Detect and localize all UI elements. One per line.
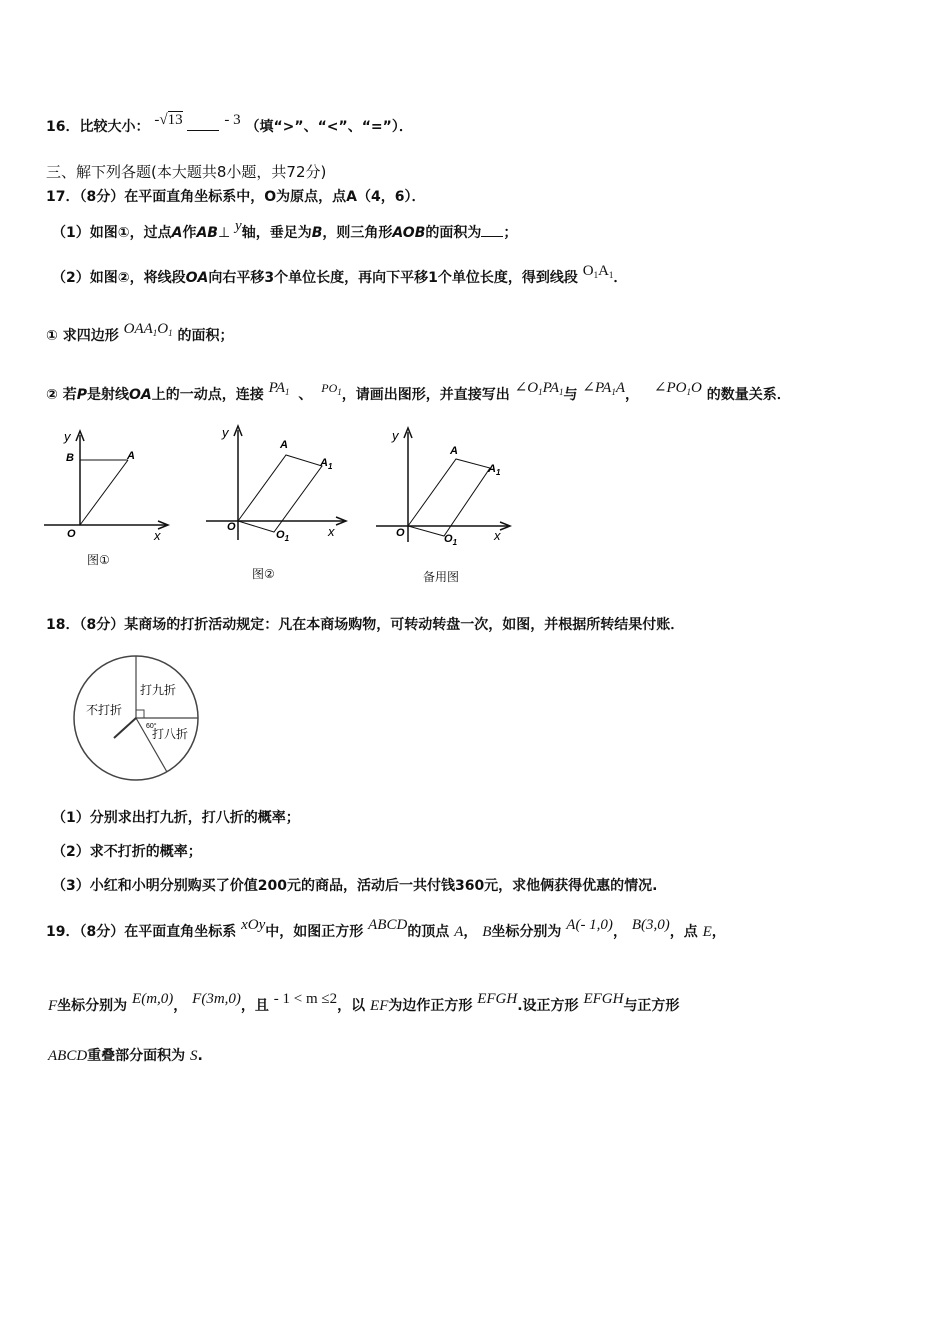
q18-part1: （1）分别求出打九折，打八折的概率； [52, 810, 300, 826]
q17-p1-text: 的面积为 [425, 225, 482, 241]
q17-p2-segment [583, 263, 614, 279]
q17-p2-end: ． [613, 270, 628, 286]
label-y: y [222, 425, 229, 440]
PO: PO [321, 381, 338, 395]
perp-symbol: ⊥ [217, 225, 231, 241]
label-B: B [66, 452, 74, 464]
ang-O: O [527, 380, 539, 396]
sqrt-icon: √ [159, 112, 168, 128]
q18-part3: （3）小红和小明分别购买了价值200元的商品，活动后一共付钱360元，求他俩获得优惠的情况. [52, 878, 658, 894]
figure-2 [202, 420, 352, 550]
q17-part1 [52, 218, 518, 243]
q19-text: 坐标分别为 [57, 998, 128, 1014]
q19-E: E [702, 924, 712, 940]
q17-p1-end: ； [503, 225, 518, 241]
O1-sub: 1 [284, 534, 290, 543]
angle-symbol: ∠ [514, 380, 528, 396]
q17-c2-text: ，请画出图形，并直接写出 [341, 387, 510, 403]
q17-p2-text: （2）如图②，将线段 [52, 270, 186, 286]
q17-part2 [52, 263, 628, 292]
section-title: 三、解下列各题(本大题共8小题，共72分) [46, 163, 327, 181]
figure-1-caption: 图① [87, 553, 110, 567]
sub1: 1 [558, 387, 564, 397]
q19-A: A [454, 924, 464, 940]
label-A: A [280, 439, 288, 451]
q16-hint: （填“>”、“<”、“=”）． [245, 119, 413, 135]
q17-p1-B: B [311, 225, 323, 241]
figure-2-caption: 图② [252, 567, 275, 581]
q17-c2-PO1 [321, 381, 342, 395]
seg-A: A [598, 263, 609, 279]
q19-S: S [190, 1048, 198, 1064]
label-A1 [319, 457, 333, 471]
q17-p1-y: y [235, 218, 242, 234]
ang-A: A [602, 380, 612, 396]
sub1: 1 [538, 387, 543, 397]
q17-sub1 [46, 321, 234, 350]
ang-A: A [549, 380, 559, 396]
q17-c2-yu: 与 [563, 387, 578, 403]
sub1: 1 [611, 387, 616, 397]
q17-p1-answer-blank[interactable] [481, 222, 503, 237]
q17-p1-text: 轴，垂足为 [241, 225, 312, 241]
q19-ABCD: ABCD [368, 917, 408, 933]
A1-sub: 1 [327, 462, 333, 471]
q19-end: . [197, 1048, 203, 1064]
q19-number: 19． [46, 924, 80, 940]
q16-answer-blank[interactable] [187, 116, 219, 131]
ang-P: P [666, 380, 676, 396]
q19-EFGH: EFGH [583, 991, 624, 1007]
q19-text: ，点 [669, 924, 698, 940]
label-x: x [154, 528, 161, 543]
q17-number: 17． [46, 189, 80, 205]
q19-E-coord: E(m,0) [132, 991, 174, 1007]
q17-p1-AB: AB [196, 225, 218, 241]
q19-EFGH: EFGH [477, 991, 518, 1007]
ang-P: P [594, 380, 603, 396]
q19-comma: ， [173, 998, 188, 1014]
q18-part2: （2）求不打折的概率； [52, 844, 202, 860]
q17-stem-line [46, 187, 425, 207]
q17-p2-text: 向右平移3个单位长度，再向下平移1个单位长度，得到线段 [208, 270, 578, 286]
q17-c2-text: ② 若 [46, 387, 77, 403]
q19-ABCD: ABCD [48, 1048, 88, 1064]
A1-main: A [488, 463, 496, 475]
q18-number: 18． [46, 617, 80, 633]
ang-O: O [675, 380, 687, 396]
q19-text: 与正方形 [623, 998, 680, 1014]
q17-sub2 [46, 380, 791, 409]
q17-c2-P: P [76, 387, 87, 403]
q16-lead: 比较大小： [79, 119, 150, 135]
sector-nine: 打九折 [140, 683, 177, 697]
q19-B: B [482, 924, 492, 940]
q19-text: 中，如图正方形 [265, 924, 364, 940]
q19-text: 坐标分别为 [491, 924, 562, 940]
label-x: x [328, 524, 335, 539]
label-y: y [392, 428, 399, 443]
spinner-wheel [68, 650, 204, 786]
label-A: A [127, 450, 135, 462]
O1-sub: 1 [452, 538, 458, 547]
q19-text: ，且 [240, 998, 269, 1014]
q19-F: F [48, 998, 58, 1014]
quad-sub: 1 [168, 328, 173, 338]
figure-3-caption: 备用图 [423, 570, 460, 584]
q16-neg-sign: - [154, 112, 160, 128]
q17-c1-text: 的面积； [177, 328, 234, 344]
quad-sub: 1 [152, 328, 158, 338]
q17-p1-text: （1）如图①，过点 [52, 225, 172, 241]
angle-PA1A [582, 380, 625, 396]
q17-p1-A: A [171, 225, 183, 241]
q19-line2 [48, 991, 680, 1016]
q19-text: 为边作正方形 [388, 998, 473, 1014]
figure-3 [370, 422, 520, 552]
q17-c2-text: 的数量关系． [706, 387, 791, 403]
sector-eight: 打八折 [152, 727, 189, 741]
q19-line1 [46, 917, 726, 942]
O1-main: O [444, 533, 453, 545]
seg-sub: 1 [608, 270, 614, 280]
q19-text: .设正方形 [517, 998, 579, 1014]
q17-c2-comma: ， [625, 387, 640, 403]
label-O: O [396, 527, 405, 539]
q19-A-coord: A(- 1,0) [566, 917, 613, 933]
q17-p2-OA: OA [185, 270, 209, 286]
q17-c1-text: ① 求四边形 [46, 328, 119, 344]
q18-stem-line [46, 615, 684, 635]
q17-c2-text: 上的一动点，连接 [151, 387, 264, 403]
ang-O: O [690, 380, 702, 396]
q17-c2-OA: OA [129, 387, 152, 403]
O1-main: O [276, 529, 285, 541]
ang-P: P [542, 380, 550, 396]
A1-sub: 1 [495, 468, 501, 477]
ang-A: A [615, 380, 626, 396]
sub1: 1 [285, 387, 290, 397]
q19-comma: ， [612, 924, 627, 940]
q19-comma: ， [463, 924, 478, 940]
angle-O1PA1 [515, 380, 564, 396]
quad-OAA: OAA [123, 321, 153, 337]
q19-xOy: xOy [241, 917, 266, 933]
label-O1 [444, 533, 458, 547]
segment-OA [80, 460, 128, 525]
q17-c2-sep: 、 [298, 387, 313, 403]
q17-p1-AOB: AOB [392, 225, 426, 241]
angle-symbol: ∠ [582, 380, 595, 396]
q19-text: （8分）在平面直角坐标系 [79, 924, 237, 940]
label-y: y [64, 429, 71, 444]
q19-B-coord: B(3,0) [631, 917, 670, 933]
q17-c2-text: 是射线 [87, 387, 129, 403]
q19-F-coord: F(3m,0) [192, 991, 241, 1007]
seg-O: O [582, 263, 594, 279]
q16-number: 16． [46, 119, 80, 135]
q18-stem: （8分）某商场的打折活动规定：凡在本商场购物，可转动转盘一次，如图，并根据所转结果付账． [79, 617, 685, 633]
angle-symbol: ∠ [653, 380, 667, 396]
sector-none: 不打折 [86, 703, 123, 717]
seg-sub: 1 [593, 270, 599, 280]
sub1: 1 [686, 387, 691, 397]
q19-comma: ， [711, 924, 726, 940]
q16-rhs: - 3 [224, 112, 241, 128]
figure-1 [40, 425, 180, 550]
q17-p1-text: 作 [182, 225, 197, 241]
label-O1 [276, 529, 290, 543]
q16-line [46, 112, 413, 137]
q19-text: ，以 [337, 998, 366, 1014]
angle-label: 60° [146, 723, 157, 730]
q16-radicand: 13 [167, 112, 183, 128]
label-O: O [67, 528, 76, 540]
angle-PO1O [654, 380, 702, 396]
label-A1 [487, 463, 501, 477]
q19-text: 的顶点 [407, 924, 450, 940]
A1-main: A [320, 457, 328, 469]
q17-stem: （8分）在平面直角坐标系中，O为原点，点A（4，6）． [79, 189, 426, 205]
sub1: 1 [337, 387, 342, 397]
PA: PA [268, 380, 286, 396]
q19-EF: EF [370, 998, 389, 1014]
q19-text: 重叠部分面积为 [87, 1048, 186, 1064]
q19-line3 [48, 1046, 203, 1066]
parallelogram-OAA1O1 [408, 459, 490, 536]
q17-c2-PA1 [269, 380, 290, 396]
label-x: x [494, 528, 501, 543]
quad-O: O [157, 321, 169, 337]
label-O: O [227, 521, 236, 533]
label-A: A [450, 445, 458, 457]
q19-range: - 1 < m ≤2 [273, 991, 338, 1007]
q17-p1-text: ，则三角形 [322, 225, 393, 241]
q17-c1-quad [124, 321, 173, 337]
